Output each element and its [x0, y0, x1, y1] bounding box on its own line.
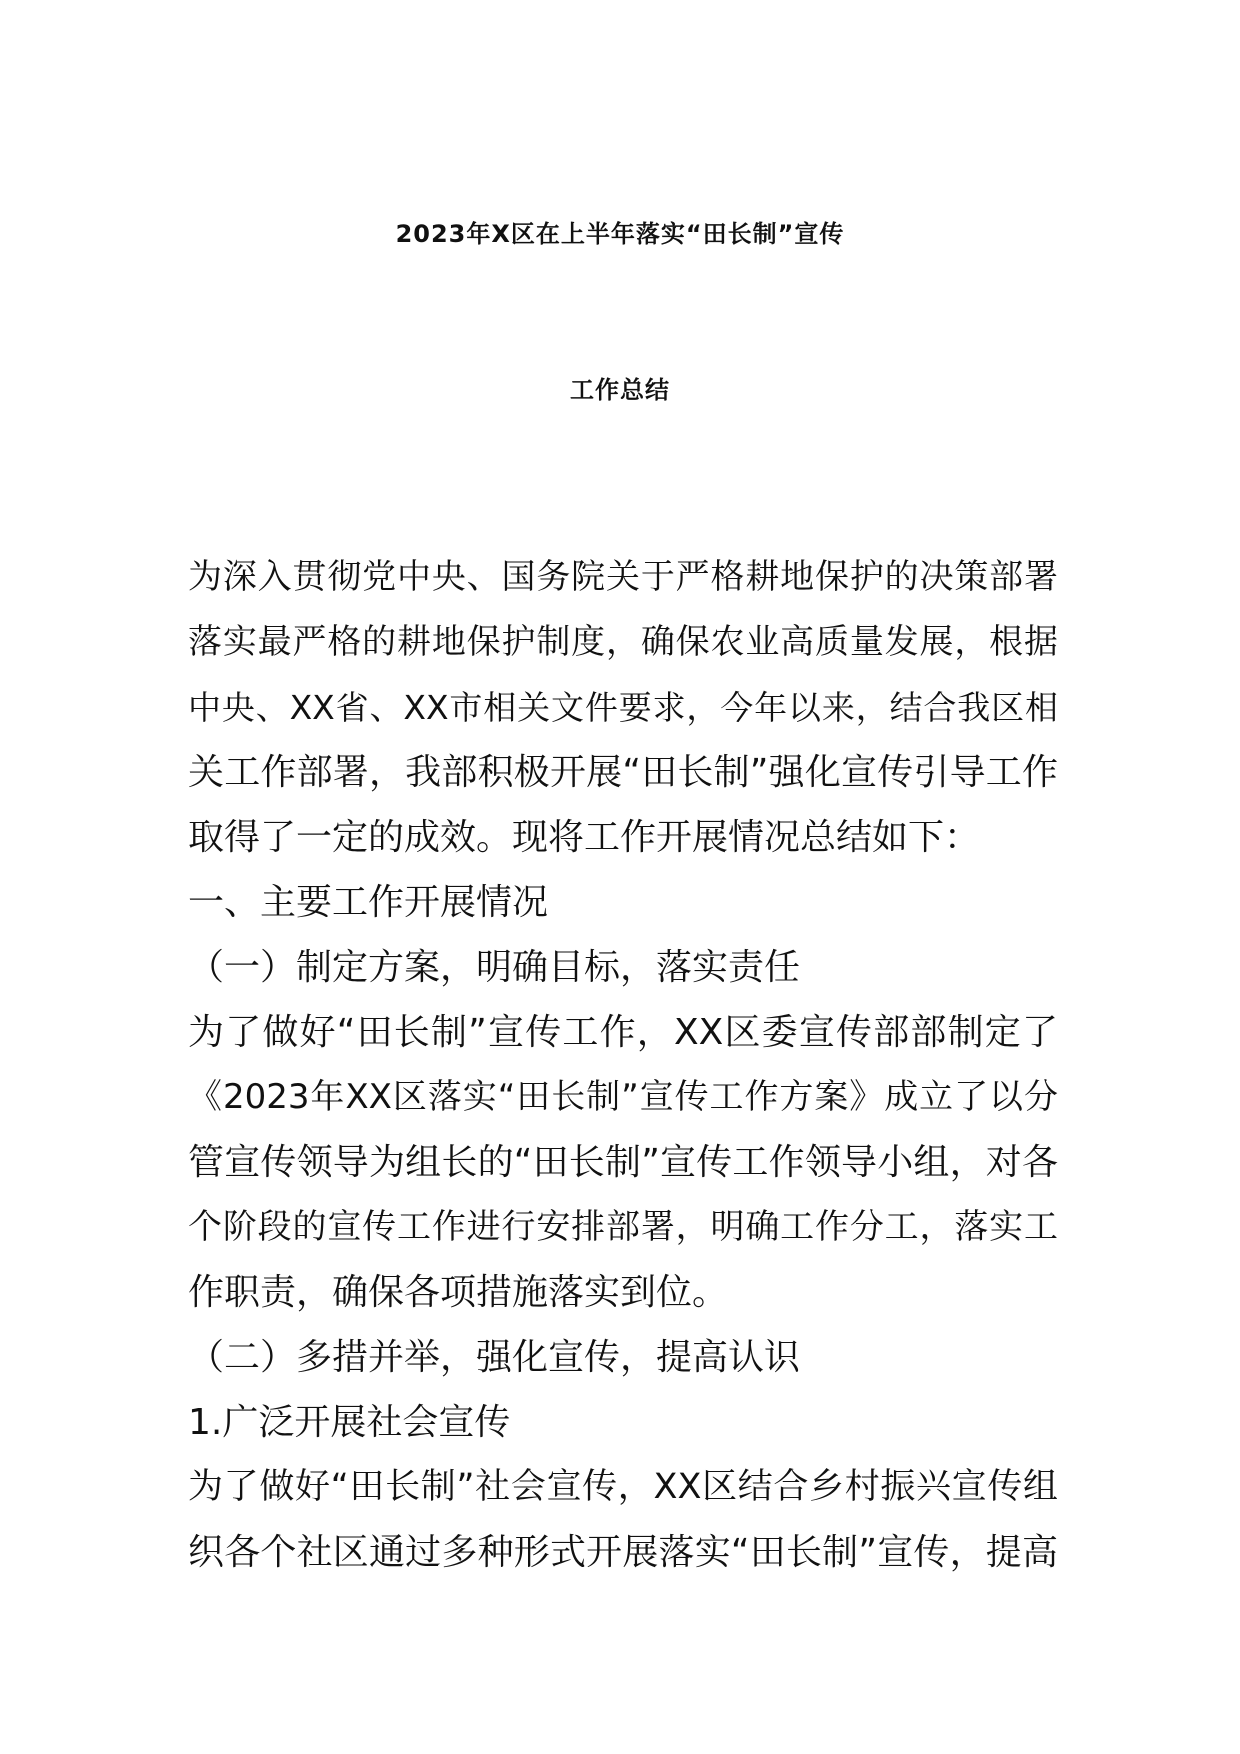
body-line: 1.广泛开展社会宣传 — [188, 1402, 511, 1443]
body-line: 作职责，确保各项措施落实到位。 — [188, 1272, 729, 1313]
body-line: （二）多措并举，强化宣传，提高认识 — [188, 1337, 801, 1378]
body-line: 织各个社区通过多种形式开展落实“田长制”宣传，提高 — [188, 1532, 1058, 1573]
body-line: 关工作部署，我部积极开展“田长制”强化宣传引导工作 — [188, 752, 1058, 793]
body-line: 取得了一定的成效。现将工作开展情况总结如下： — [188, 817, 981, 858]
body-line: 为了做好“田长制”社会宣传，XX区结合乡村振兴宣传组 — [188, 1467, 1058, 1507]
body-line: （一）制定方案，明确目标，落实责任 — [188, 947, 801, 988]
body-line: 个阶段的宣传工作进行安排部署，明确工作分工，落实工 — [188, 1207, 1058, 1247]
body-line: 《2023年XX区落实“田长制”宣传工作方案》成立了以分 — [188, 1077, 1058, 1117]
body-line: 一、主要工作开展情况 — [188, 882, 549, 923]
body-line: 为深入贯彻党中央、国务院关于严格耕地保护的决策部署 — [188, 557, 1058, 597]
document-title-line-1: 2023年X区在上半年落实“田长制”宣传 — [395, 220, 845, 248]
body-line: 管宣传领导为组长的“田长制”宣传工作领导小组，对各 — [188, 1142, 1058, 1183]
body-line: 落实最严格的耕地保护制度，确保农业高质量发展，根据 — [188, 622, 1058, 662]
document-body — [188, 545, 1058, 1585]
body-line: 为了做好“田长制”宣传工作，XX区委宣传部部制定了 — [188, 1012, 1058, 1053]
body-line: 中央、XX省、XX市相关文件要求，今年以来，结合我区相 — [188, 688, 1058, 727]
document-title-line-2: 工作总结 — [570, 376, 670, 404]
